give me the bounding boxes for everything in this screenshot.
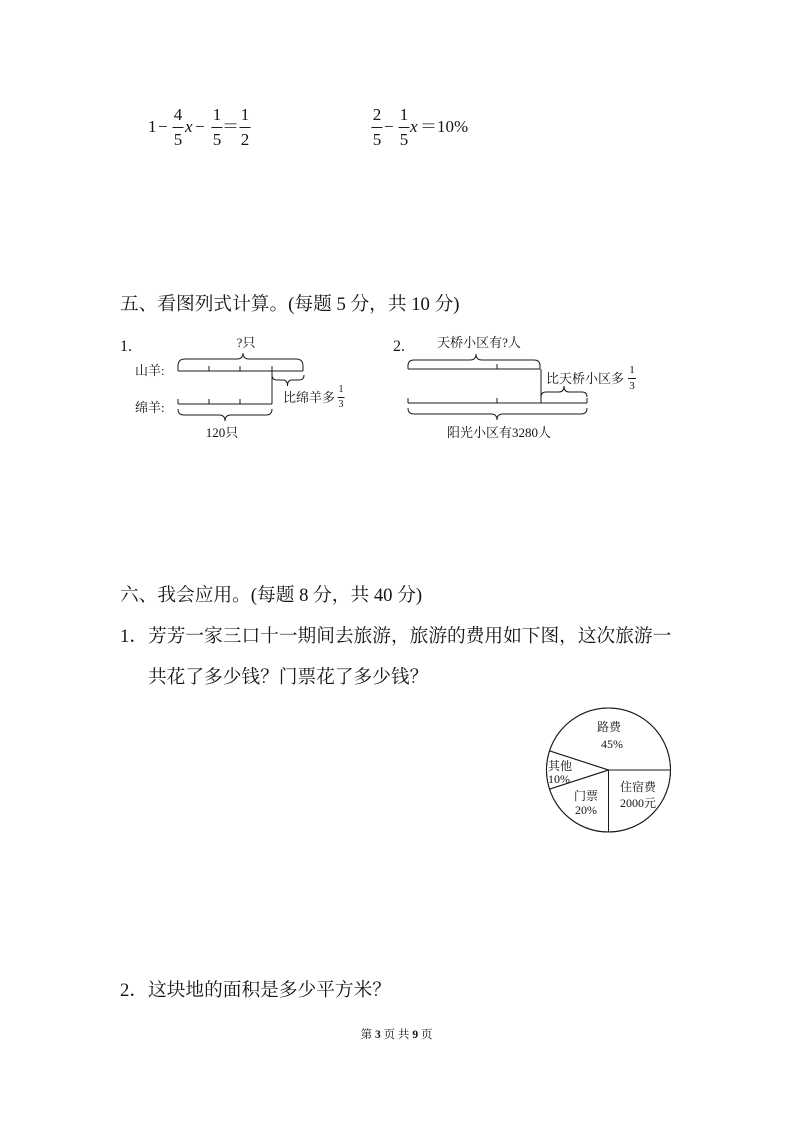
eq1-equals-sign: ＝ [222,117,239,136]
footer-suffix: 页 [420,1029,433,1041]
denominator: 5 [399,130,409,149]
eq1-fraction-a [173,106,184,149]
yangguang-total-label: 阳光小区有3280人 [446,424,552,440]
denominator: 5 [173,130,183,149]
eq2-fraction-b [399,106,410,149]
fraction-bar [399,127,410,128]
numerator: 1 [212,105,222,124]
eq1-fraction-b [212,106,223,149]
numerator: 4 [173,105,183,124]
section-5-heading: 五、看图列式计算。(每题 5 分，共 10 分) [120,294,460,315]
sheep-total-brace [178,409,272,421]
denominator: 3 [629,379,635,392]
eq1-minus-sign-2: − [195,117,205,136]
pie-label-tickets: 门票 [573,789,599,803]
pie-label-travel: 路费 [596,720,622,734]
tianqiao-total-brace [408,354,540,366]
fraction-bar [338,397,345,398]
eq2-fraction-a [372,106,383,149]
problem-2-number: 2． [120,980,149,1001]
diagram-2-art [408,354,587,420]
eq1-minus-sign: − [158,117,168,136]
pie-value-other: 10% [548,772,570,786]
eq1-variable: x [185,117,193,136]
footer-prefix: 第 [360,1029,373,1041]
goats-more-fraction [338,385,345,410]
pie-label-lodging: 住宿费 [619,780,657,794]
tianqiao-total-label: 天桥小区有?人 [437,334,521,350]
denominator: 2 [240,130,250,149]
footer-current-page: 3 [374,1029,381,1041]
yangguang-extra-part-brace [541,386,587,397]
goats-total-label: ?只 [236,334,256,350]
numerator: 1 [338,383,344,395]
eq2-right-hand-side: 10% [437,117,469,136]
fraction-bar [372,127,383,128]
denominator: 3 [338,398,344,410]
diagram-1-number: 1. [120,338,132,355]
goats-extra-part-brace [272,375,304,386]
tianqiao-bar-ticks [408,364,540,369]
footer-middle: 页 共 [383,1029,410,1041]
numerator: 1 [399,105,409,124]
yangguang-bar-ticks [408,398,587,403]
yangguang-more-label: 比天桥小区多 [546,370,625,386]
diagram-1-art [178,353,304,421]
yangguang-more-fraction [628,365,636,392]
numerator: 1 [240,105,250,124]
pie-value-tickets: 20% [575,803,597,817]
pie-value-lodging: 2000元 [619,796,657,810]
eq2-equals-sign: ＝ [420,117,437,136]
problem-2 [120,982,391,1001]
denominator: 5 [212,130,222,149]
page-footer [0,1029,793,1041]
problem-1-number: 1． [120,626,149,647]
fraction-bar [628,378,636,379]
goats-total-brace [178,353,303,366]
pie-label-other: 其他 [547,759,573,773]
numerator: 1 [629,363,635,376]
eq2-minus-sign: − [384,117,394,136]
section-6-heading: 六、我会应用。(每题 8 分，共 40 分) [120,585,423,606]
footer-total-pages: 9 [412,1029,419,1041]
goats-more-label: 比绵羊多 [283,389,336,405]
sheep-total-label: 120只 [205,424,239,440]
pie-value-travel: 45% [601,737,623,751]
goats-bar-ticks [178,366,303,371]
problem-1-line-2: 共花了多少钱？门票花了多少钱？ [148,667,429,688]
yangguang-total-brace [408,408,587,420]
fraction-bar [173,127,184,128]
goats-row-label: 山羊: [135,362,165,378]
eq1-lead-number: 1 [148,117,157,136]
sheep-bar-ticks [178,399,240,404]
eq2-variable: x [410,117,418,136]
numerator: 2 [372,105,382,124]
eq1-fraction-c [240,106,251,149]
fraction-bar [212,127,223,128]
sheep-row-label: 绵羊: [135,399,165,415]
problem-1-text-1: 芳芳一家三口十一期间去旅游，旅游的费用如下图，这次旅游一 [148,626,672,647]
denominator: 5 [372,130,382,149]
problem-1-line-1 [120,628,671,647]
problem-2-text: 这块地的面积是多少平方米？ [148,980,391,1001]
diagram-2-number: 2. [393,338,405,355]
fraction-bar [240,127,251,128]
